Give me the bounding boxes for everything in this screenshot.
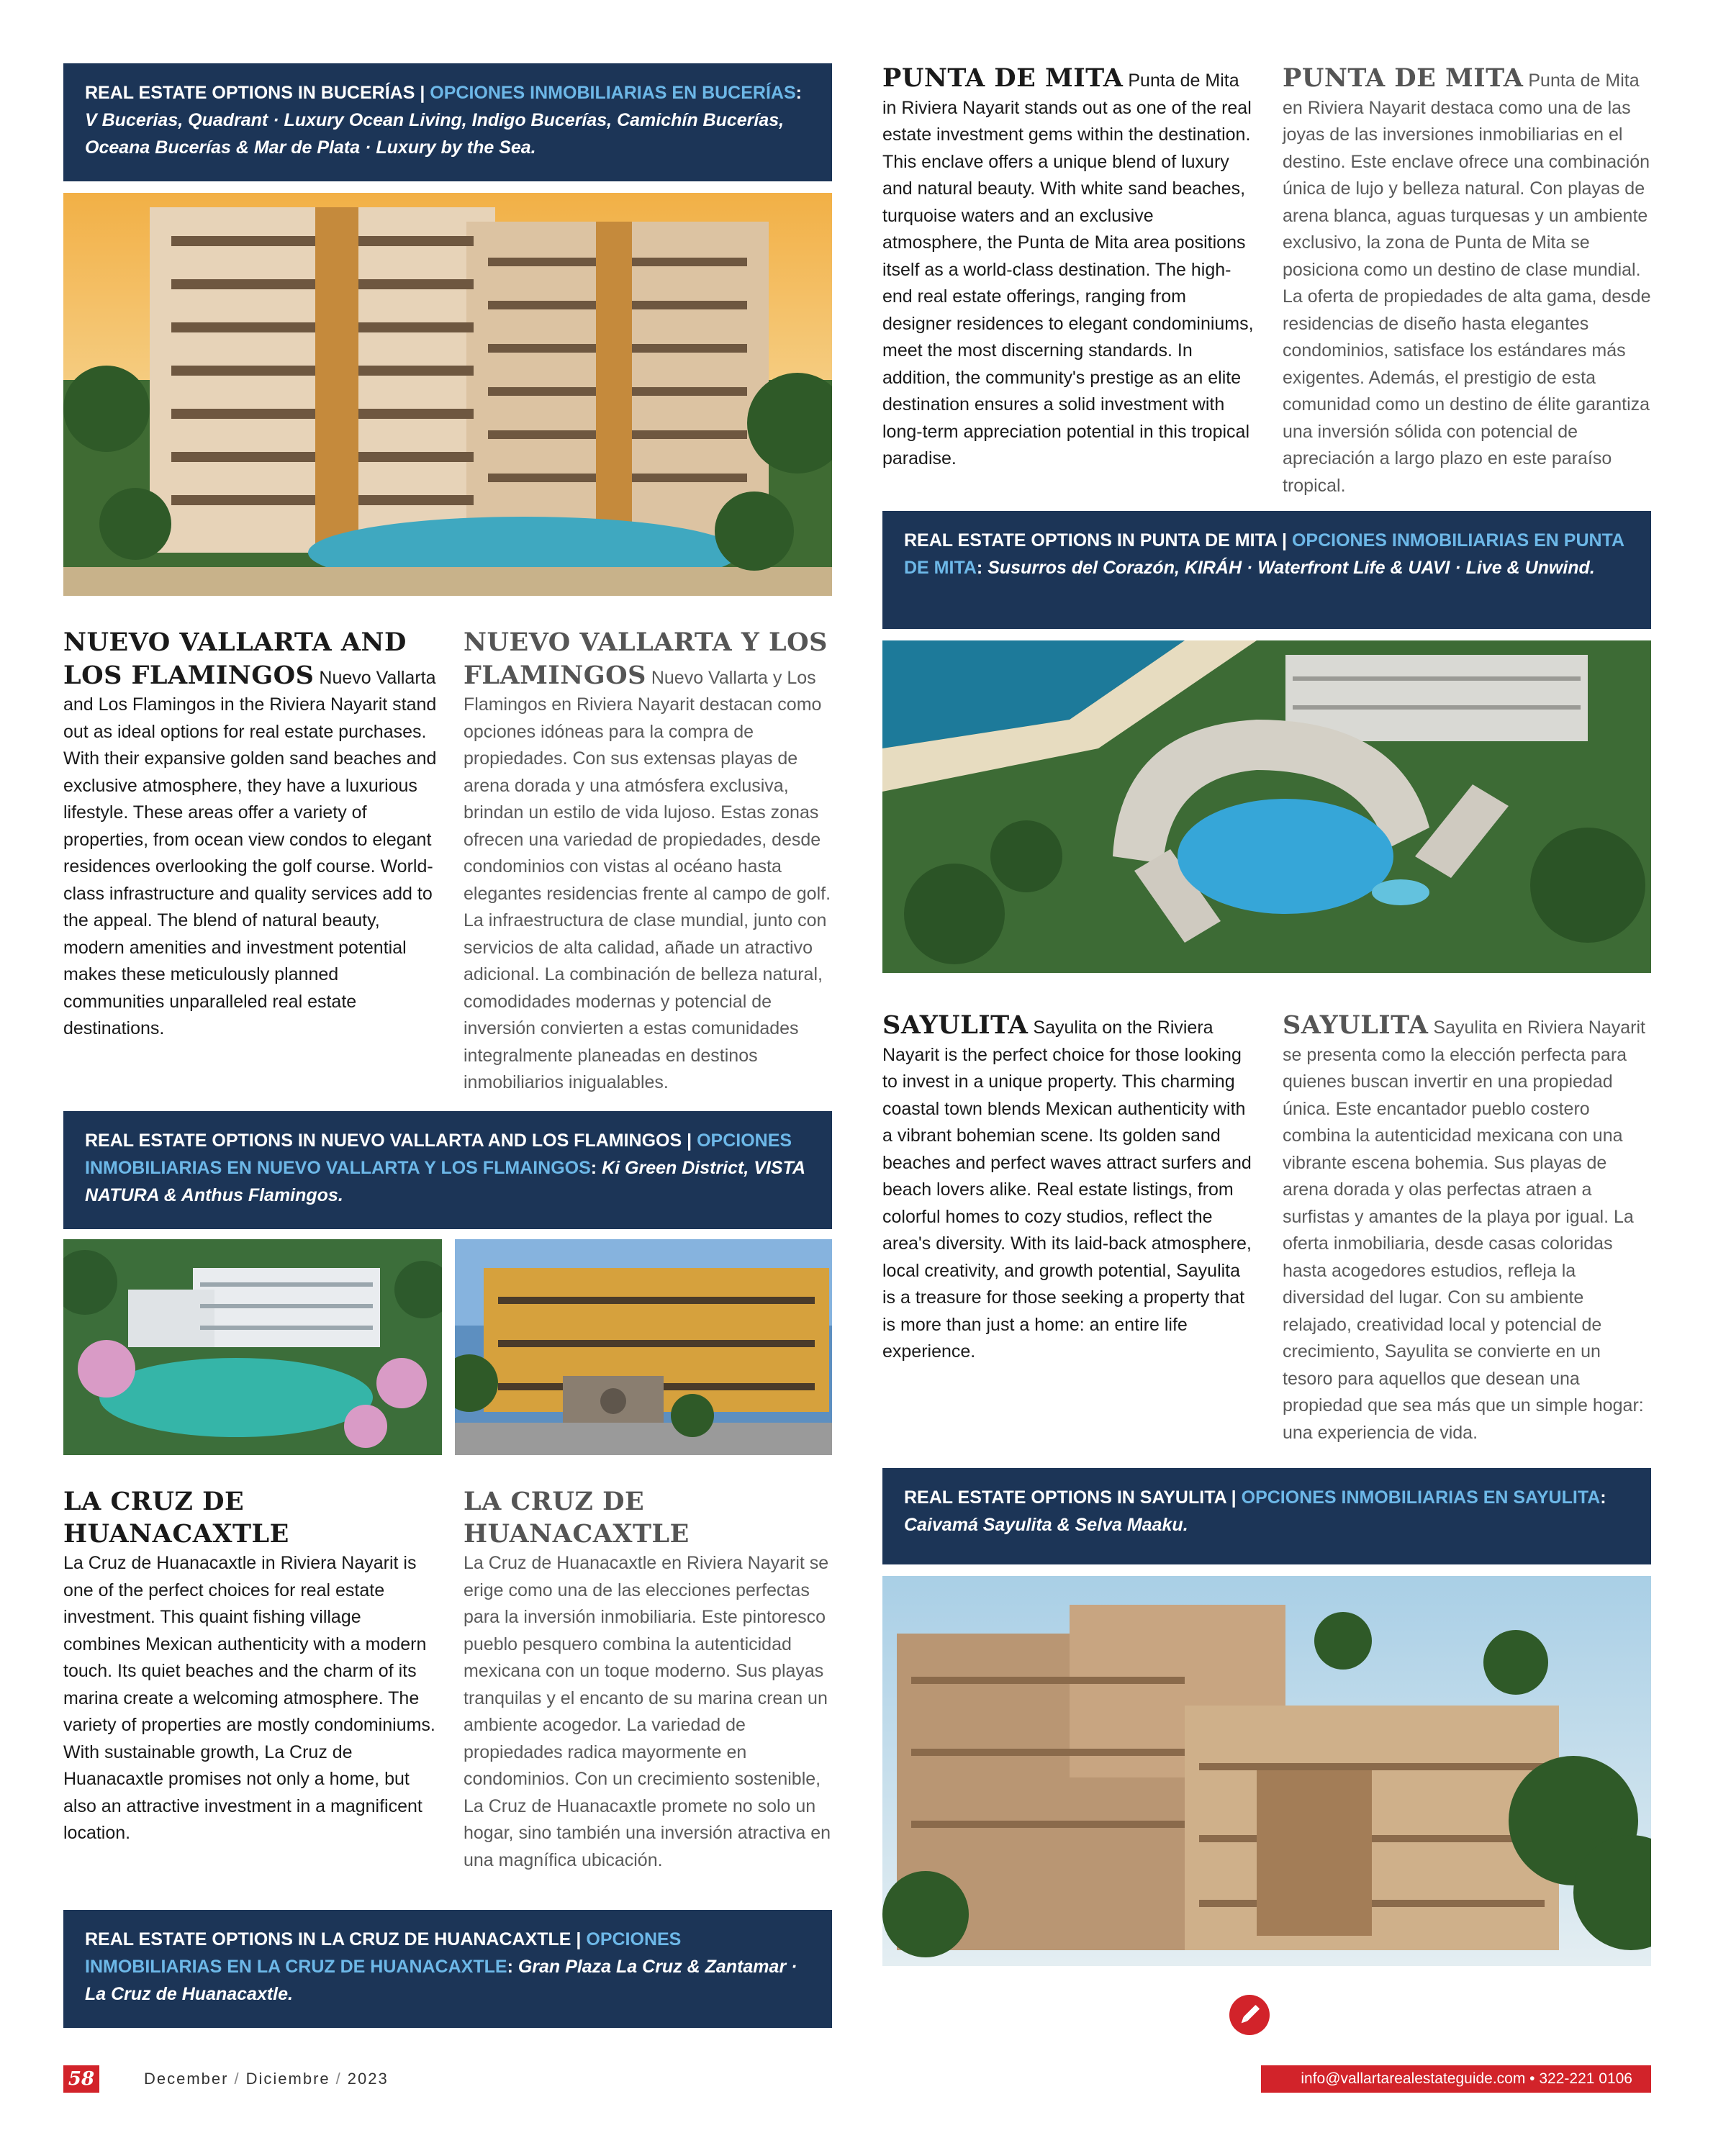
article-body: Nuevo Vallarta y Los Flamingos en Riviera Nayarit destacan como opciones idóneas para la compra de propiedades. Con sus extensas playas de arena dorada y una atmósfera exclusiva, brindan un estilo de vida lujoso. Estas zonas ofrecen una variedad de propiedades, desde condominios con vistas al océano hasta elegantes residencias frente al campo de golf. La infraestructura de clase mundial, junto con servicios de alta calidad, añade un atractivo adicional. La combinación de belleza natural, comodidades modernas y potencial de inversión convierten a estas comunidades integralmente planeadas en destinos inmobiliarios inigualables. [464, 667, 831, 1092]
article-punta-de-mita-es [1283, 62, 1651, 499]
article-body: Sayulita en Riviera Nayarit se presenta como la elección perfecta para quienes buscan invertir en una propiedad única. Este encantador pueblo costero combina la autenticidad mexicana con una vibrante escena bohemia. Sus playas de arena dorada y olas perfectas atraen a surfistas y amantes de la playa por igual. La oferta inmobiliaria, desde casas coloridas hasta acogedores estudios, refleja la diversidad del lugar. Con su ambiente relajado, creatividad local y potencial de crecimiento, Sayulita se convierte en un tesoro para aquellos que desean una propiedad que sea más que un simple hogar: una experiencia de vida. [1283, 1018, 1645, 1443]
banner-es-label: OPCIONES INMOBILIARIAS EN SAYULITA [1241, 1487, 1601, 1508]
article-heading: LA CRUZ DE HUANACAXTLE [63, 1487, 289, 1549]
banner-en-label: REAL ESTATE OPTIONS IN BUCERÍAS [85, 83, 415, 103]
banner-colon: : [1600, 1487, 1606, 1508]
banner-colon: : [507, 1957, 518, 1977]
banner-es-label: OPCIONES INMOBILIARIAS EN NUEVO VALLARTA Y LOS FLMAINGOS [85, 1131, 792, 1178]
article-nuevo-vallarta-en [63, 626, 438, 1043]
banner-bucerias [63, 63, 832, 181]
banner-separator: | [1226, 1487, 1242, 1508]
banner-separator: | [571, 1929, 587, 1949]
banner-project-list: Ki Green District, VISTA NATURA & Anthus Flamingos. [85, 1158, 805, 1205]
banner-colon: : [795, 83, 802, 103]
article-sayulita-en [882, 1009, 1257, 1366]
banner-separator: | [415, 83, 430, 103]
article-body: Nuevo Vallarta and Los Flamingos in the Riviera Nayarit stand out as ideal options for real estate purchases. With their expansive golden sand beaches and exclusive atmosphere, they have a luxurious lifestyle. These areas offer a variety of properties, from ocean view condos to elegant residences overlooking the golf course. World-class infrastructure and quality services add to the appeal. The blend of natural beauty, modern amenities and investment potential makes these meticulously planned communities unparalleled real estate destinations. [63, 667, 437, 1038]
article-body: Punta de Mita in Riviera Nayarit stands out as one of the real estate investment gems within the destination. This enclave offers a unique blend of luxury and natural beauty. With white sand beaches, turquoise waters and an exclusive atmosphere, the Punta de Mita area positions itself as a world-class destination. The high-end real estate offerings, ranging from designer residences to elegant condominiums, meet the most discerning standards. In addition, the community's prestige as an elite destination ensures a solid investment with long-term appreciation potential in this tropical paradise. [882, 71, 1254, 468]
banner-nuevo-vallarta [63, 1111, 832, 1229]
pen-icon [1229, 1995, 1270, 2035]
date-slash: / [234, 2070, 240, 2088]
banner-en-label: REAL ESTATE OPTIONS IN PUNTA DE MITA [904, 530, 1278, 551]
article-nuevo-vallarta-es [464, 626, 832, 1097]
banner-es-label: OPCIONES INMOBILIARIAS EN LA CRUZ DE HUANACAXTLE [85, 1929, 682, 1977]
article-body: Sayulita on the Riviera Nayarit is the perfect choice for those looking to invest in a unique property. This charming coastal town blends Mexican authenticity with a vibrant bohemian scene. Its golden sand beaches and perfect waves attract surfers and beach lovers alike. Real estate listings, from colorful homes to cozy studios, reflect the area's diversity. With its laid-back atmosphere, local creativity, and growth potential, Sayulita is a treasure for those seeking a property that is more than just a home: an entire life experience. [882, 1018, 1252, 1362]
article-heading: NUEVO VALLARTA Y LOS FLAMINGOS [464, 628, 828, 690]
date-slash: / [335, 2070, 342, 2088]
article-punta-de-mita-en [882, 62, 1257, 473]
article-body: La Cruz de Huanacaxtle en Riviera Nayarit se erige como una de las elecciones perfectas para la inversión inmobiliaria. Este pintoresco pueblo pesquero combina la autenticidad mexicana con un toque moderno. Sus playas tranquilas y el encanto de su marina crean un ambiente acogedor. La variedad de propiedades radica mayormente en condominios. Con un crecimiento sostenible, La Cruz de Huanacaxtle promete no solo un hogar, sino también una inversión atractiva en una magnífica ubicación. [464, 1553, 831, 1870]
bucerias-building-photo [63, 193, 832, 596]
article-body: Punta de Mita en Riviera Nayarit destaca como una de las joyas de las inversiones inmobiliarias en el destino. Este enclave ofrece una combinación única de lujo y belleza natural. Con playas de arena blanca, aguas turquesas y un ambiente exclusivo, la zona de Punta de Mita se posiciona como un destino de clase mundial. La oferta de propiedades de alta gama, desde residencias de diseño hasta elegantes condominios, satisface los estándares más exigentes. Además, el prestigio de esta comunidad como un destino de élite garantiza una inversión sólida con potencial de apreciación a largo plazo en este paraíso tropical. [1283, 71, 1651, 496]
article-heading: PUNTA DE MITA [1283, 63, 1524, 93]
banner-es-label: OPCIONES INMOBILIARIAS EN PUNTA DE MITA [904, 530, 1624, 578]
banner-en-label: REAL ESTATE OPTIONS IN NUEVO VALLARTA AND LOS FLAMINGOS [85, 1131, 682, 1151]
punta-de-mita-aerial-photo [882, 640, 1651, 973]
banner-punta-de-mita [882, 511, 1651, 629]
banner-separator: | [1277, 530, 1292, 551]
article-sayulita-es [1283, 1009, 1651, 1446]
banner-la-cruz [63, 1910, 832, 2028]
page-number: 58 [63, 2065, 99, 2093]
banner-en-label: REAL ESTATE OPTIONS IN SAYULITA [904, 1487, 1226, 1508]
article-body: La Cruz de Huanacaxtle in Riviera Nayarit is one of the perfect choices for real estate investment. This quaint fishing village combines Mexican authenticity with a modern touch. Its quiet beaches and the charm of its marina create a welcoming atmosphere. The variety of properties are mostly condominiums. With sustainable growth, La Cruz de Huanacaxtle promises not only a home, but also an attractive investment in a magnificent location. [63, 1553, 435, 1843]
banner-sayulita [882, 1468, 1651, 1564]
banner-project-list: Caivamá Sayulita & Selva Maaku. [904, 1515, 1188, 1535]
article-heading: LA CRUZ DE HUANACAXTLE [464, 1487, 690, 1549]
article-la-cruz-es [464, 1485, 832, 1874]
ki-green-district-photo [63, 1239, 442, 1455]
month-es: Diciembre [245, 2070, 330, 2088]
banner-colon: : [590, 1158, 602, 1178]
issue-date [144, 2065, 576, 2093]
article-heading: SAYULITA [1283, 1010, 1429, 1040]
article-heading: NUEVO VALLARTA AND LOS FLAMINGOS [63, 628, 407, 690]
anthus-flamingos-photo [455, 1239, 832, 1455]
article-la-cruz-en [63, 1485, 438, 1847]
article-heading: PUNTA DE MITA [882, 63, 1124, 93]
banner-separator: | [682, 1131, 697, 1151]
sayulita-building-photo [882, 1576, 1651, 1966]
month-en: December [144, 2070, 229, 2088]
banner-colon: : [976, 558, 988, 578]
banner-project-list: Gran Plaza La Cruz & Zantamar · La Cruz de Huanacaxtle. [85, 1957, 797, 2004]
banner-es-label: OPCIONES INMOBILIARIAS EN BUCERÍAS [430, 83, 796, 103]
banner-project-list: Susurros del Corazón, KIRÁH · Waterfront Life & UAVI · Live & Unwind. [987, 558, 1595, 578]
year: 2023 [347, 2070, 389, 2088]
banner-en-label: REAL ESTATE OPTIONS IN LA CRUZ DE HUANACAXTLE [85, 1929, 571, 1949]
contact-info: info@vallartarealestateguide.com • 322-221 0106 [1261, 2065, 1651, 2093]
banner-project-list: V Bucerias, Quadrant · Luxury Ocean Living, Indigo Bucerías, Camichín Bucerías, Oceana Bucerías & Mar de Plata · Luxury by the Sea. [85, 110, 785, 158]
article-heading: SAYULITA [882, 1010, 1029, 1040]
